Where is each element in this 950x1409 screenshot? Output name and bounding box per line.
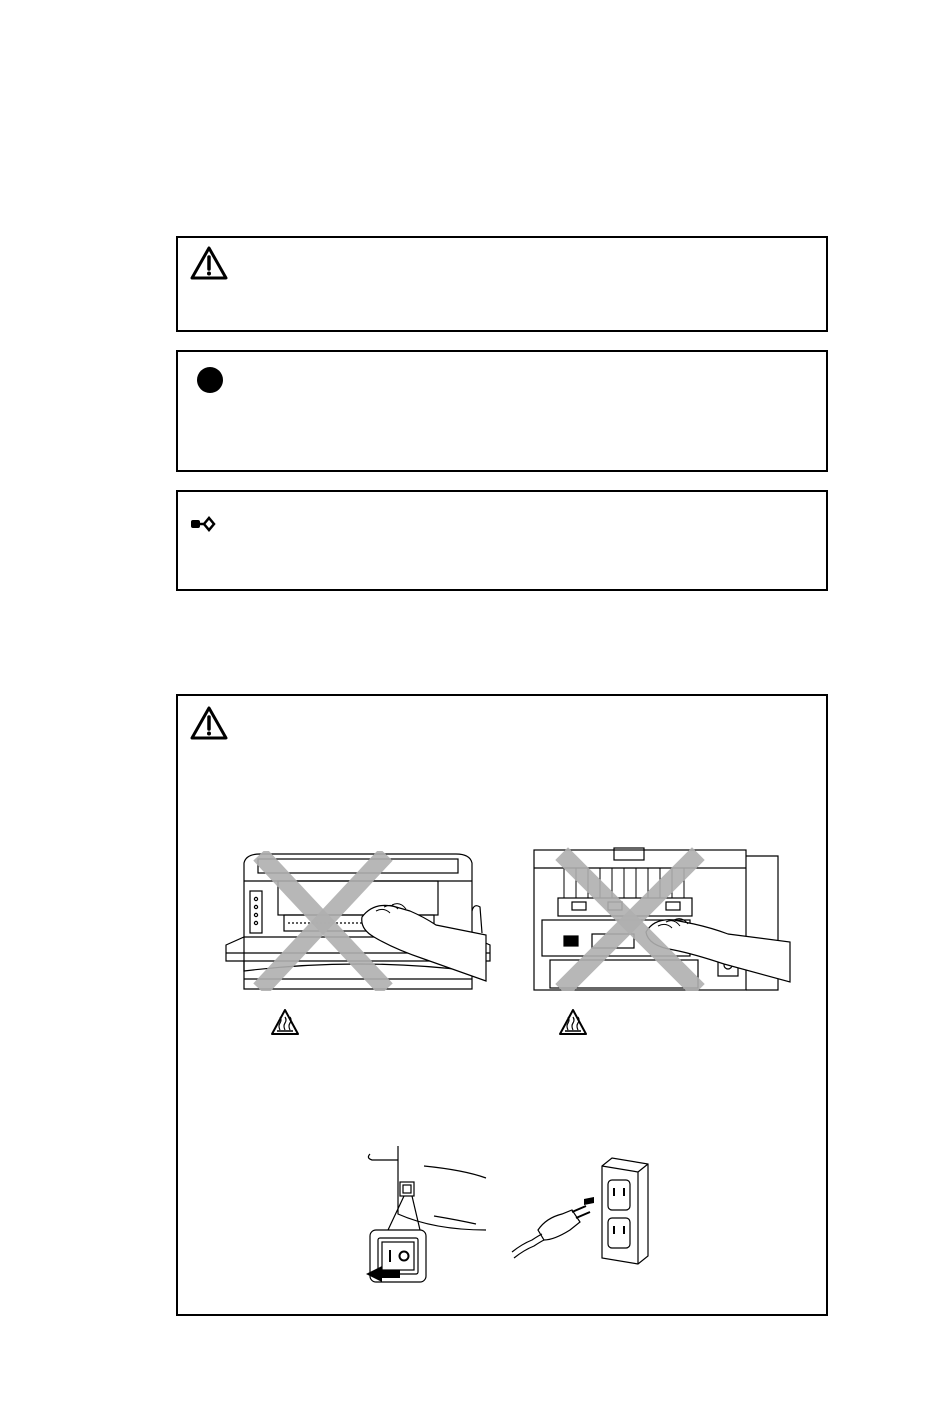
printer-back-open-illustration	[528, 846, 796, 991]
printer-front-open-illustration	[224, 851, 492, 991]
hot-surface-icon	[558, 1008, 588, 1036]
unplug-power-cord-illustration	[510, 1156, 672, 1266]
note-box	[176, 490, 828, 591]
caution-box	[176, 350, 828, 472]
warning-illustration-box	[176, 694, 828, 1316]
note-pointer-icon	[190, 516, 216, 532]
power-switch-off-illustration	[364, 1144, 492, 1286]
hot-surface-icon	[270, 1008, 300, 1036]
caution-circle-icon	[196, 366, 224, 394]
warning-triangle-icon	[190, 246, 228, 280]
warning-triangle-icon	[190, 706, 228, 740]
warning-box	[176, 236, 828, 332]
